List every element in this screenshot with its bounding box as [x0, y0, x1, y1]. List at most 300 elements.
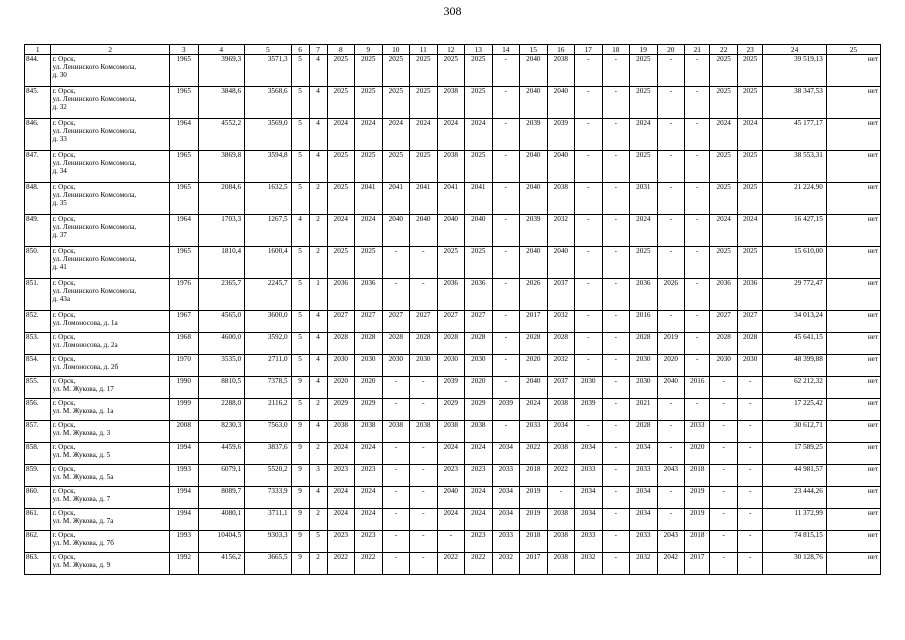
- table-cell: 62 212,32: [763, 377, 826, 399]
- table-cell: -: [492, 119, 520, 151]
- header-cell: 1: [25, 45, 51, 55]
- address-cell: г. Орск, ул. Ленинского Комсомола, д. 30: [51, 55, 170, 87]
- table-cell: 2024: [465, 487, 493, 509]
- table-cell: 2711,0: [245, 355, 292, 377]
- table-cell: 2040: [547, 87, 575, 119]
- table-cell: 4: [309, 377, 327, 399]
- table-cell: 1810,4: [198, 247, 245, 279]
- table-cell: -: [492, 215, 520, 247]
- table-cell: нет: [826, 377, 880, 399]
- table-cell: 2024: [327, 119, 355, 151]
- table-cell: 2025: [437, 55, 465, 87]
- table-cell: -: [410, 465, 438, 487]
- table-cell: -: [602, 311, 630, 333]
- table-cell: 2029: [437, 399, 465, 421]
- table-cell: -: [657, 151, 685, 183]
- table-cell: -: [602, 183, 630, 215]
- table-cell: 2019: [685, 487, 710, 509]
- table-cell: 2008: [169, 421, 198, 443]
- table-cell: 2024: [465, 119, 493, 151]
- table-cell: 2025: [737, 55, 762, 87]
- table-cell: 2023: [327, 465, 355, 487]
- table-cell: -: [657, 487, 685, 509]
- table-cell: нет: [826, 55, 880, 87]
- table-cell: 2024: [355, 443, 383, 465]
- table-cell: 2033: [685, 421, 710, 443]
- row-index-cell: 855.: [25, 377, 51, 399]
- table-cell: 9: [291, 465, 309, 487]
- table-cell: -: [657, 399, 685, 421]
- table-cell: 2039: [520, 215, 548, 247]
- table-cell: 4565,0: [198, 311, 245, 333]
- header-cell: 14: [492, 45, 520, 55]
- table-cell: 2029: [327, 399, 355, 421]
- table-cell: 2026: [520, 279, 548, 311]
- header-cell: 19: [630, 45, 658, 55]
- table-cell: 2036: [630, 279, 658, 311]
- table-cell: 1632,5: [245, 183, 292, 215]
- table-cell: 2016: [630, 311, 658, 333]
- header-cell: 6: [291, 45, 309, 55]
- header-cell: 7: [309, 45, 327, 55]
- table-cell: -: [410, 247, 438, 279]
- table-cell: 3571,3: [245, 55, 292, 87]
- table-cell: 1993: [169, 465, 198, 487]
- table-cell: 2025: [630, 151, 658, 183]
- table-cell: 2025: [465, 87, 493, 119]
- header-cell: 22: [710, 45, 738, 55]
- table-cell: -: [382, 443, 410, 465]
- table-cell: 2041: [410, 183, 438, 215]
- table-cell: -: [685, 333, 710, 355]
- row-index-cell: 858.: [25, 443, 51, 465]
- table-cell: нет: [826, 465, 880, 487]
- table-cell: 2022: [437, 553, 465, 575]
- table-cell: 2033: [492, 465, 520, 487]
- table-cell: 2030: [437, 355, 465, 377]
- table-row: [25, 465, 881, 487]
- address-cell: г. Орск, ул. Ломоносова, д. 1а: [51, 311, 170, 333]
- table-cell: 30 128,76: [763, 553, 826, 575]
- table-cell: -: [492, 311, 520, 333]
- table-cell: 2030: [382, 355, 410, 377]
- table-cell: 2040: [547, 151, 575, 183]
- table-cell: -: [602, 247, 630, 279]
- row-index-cell: 860.: [25, 487, 51, 509]
- table-cell: -: [737, 399, 762, 421]
- table-cell: 4459,6: [198, 443, 245, 465]
- table-cell: 2018: [685, 531, 710, 553]
- table-cell: 2025: [710, 87, 738, 119]
- header-cell: 8: [327, 45, 355, 55]
- table-cell: 2025: [355, 247, 383, 279]
- table-cell: 2034: [492, 443, 520, 465]
- table-cell: -: [575, 247, 603, 279]
- header-cell: 9: [355, 45, 383, 55]
- table-cell: 2027: [382, 311, 410, 333]
- table-cell: 9: [291, 421, 309, 443]
- table-cell: 4: [309, 119, 327, 151]
- table-cell: 3837,6: [245, 443, 292, 465]
- table-cell: 8810,5: [198, 377, 245, 399]
- table-cell: 2025: [355, 87, 383, 119]
- table-cell: -: [657, 87, 685, 119]
- table-cell: 2037: [547, 377, 575, 399]
- table-cell: -: [547, 487, 575, 509]
- table-cell: 2025: [710, 55, 738, 87]
- table-cell: 2020: [355, 377, 383, 399]
- table-cell: 2027: [437, 311, 465, 333]
- table-cell: 2033: [575, 531, 603, 553]
- table-cell: 2025: [630, 55, 658, 87]
- table-row: [25, 247, 881, 279]
- data-table: [24, 44, 881, 575]
- table-cell: 45 641,15: [763, 333, 826, 355]
- table-cell: 3848,6: [198, 87, 245, 119]
- table-cell: 2024: [465, 509, 493, 531]
- table-row: [25, 399, 881, 421]
- table-cell: нет: [826, 509, 880, 531]
- address-cell: г. Орск, ул. М. Жукова, д. 17: [51, 377, 170, 399]
- table-cell: -: [382, 553, 410, 575]
- table-cell: 2032: [492, 553, 520, 575]
- table-cell: 2028: [630, 421, 658, 443]
- table-cell: 1965: [169, 183, 198, 215]
- table-cell: 2030: [630, 377, 658, 399]
- address-cell: г. Орск, ул. М. Жукова, д. 7: [51, 487, 170, 509]
- table-cell: -: [602, 151, 630, 183]
- table-cell: 2028: [520, 333, 548, 355]
- table-cell: -: [602, 465, 630, 487]
- table-cell: -: [685, 151, 710, 183]
- table-cell: 2029: [465, 399, 493, 421]
- table-cell: нет: [826, 553, 880, 575]
- table-cell: 2025: [737, 151, 762, 183]
- table-cell: 9: [291, 487, 309, 509]
- table-cell: 2030: [575, 377, 603, 399]
- table-cell: 2024: [737, 215, 762, 247]
- table-cell: -: [685, 355, 710, 377]
- table-cell: 2018: [685, 465, 710, 487]
- row-index-cell: 845.: [25, 87, 51, 119]
- table-cell: 2025: [327, 87, 355, 119]
- table-cell: нет: [826, 399, 880, 421]
- table-cell: -: [710, 531, 738, 553]
- table-row: [25, 377, 881, 399]
- table-cell: 1600,4: [245, 247, 292, 279]
- table-cell: 2040: [520, 183, 548, 215]
- table-cell: 17 589,25: [763, 443, 826, 465]
- address-cell: г. Орск, ул. М. Жукова, д. 7б: [51, 531, 170, 553]
- table-cell: -: [737, 377, 762, 399]
- table-row: [25, 279, 881, 311]
- table-cell: 1965: [169, 55, 198, 87]
- table-cell: 34 013,24: [763, 311, 826, 333]
- table-cell: 2030: [710, 355, 738, 377]
- table-cell: -: [410, 377, 438, 399]
- table-cell: 4: [309, 421, 327, 443]
- table-row: [25, 531, 881, 553]
- table-row: [25, 333, 881, 355]
- table-cell: 2024: [737, 119, 762, 151]
- table-cell: 7333,9: [245, 487, 292, 509]
- address-cell: г. Орск, ул. М. Жукова, д. 5: [51, 443, 170, 465]
- table-cell: 2116,2: [245, 399, 292, 421]
- table-cell: 1965: [169, 151, 198, 183]
- table-cell: нет: [826, 487, 880, 509]
- table-cell: 2024: [327, 443, 355, 465]
- table-cell: 2017: [520, 311, 548, 333]
- header-cell: 2: [51, 45, 170, 55]
- table-cell: -: [410, 487, 438, 509]
- table-cell: 1970: [169, 355, 198, 377]
- table-cell: 2040: [520, 151, 548, 183]
- header-cell: 21: [685, 45, 710, 55]
- table-cell: нет: [826, 311, 880, 333]
- table-cell: 2024: [465, 443, 493, 465]
- table-cell: 2024: [327, 509, 355, 531]
- table-cell: 2028: [437, 333, 465, 355]
- header-cell: 15: [520, 45, 548, 55]
- table-cell: -: [657, 55, 685, 87]
- table-cell: 2: [309, 443, 327, 465]
- table-cell: 2022: [327, 553, 355, 575]
- table-cell: -: [382, 531, 410, 553]
- table-cell: -: [737, 531, 762, 553]
- table-cell: 8230,3: [198, 421, 245, 443]
- table-cell: -: [685, 87, 710, 119]
- table-cell: 2016: [685, 377, 710, 399]
- table-cell: 2038: [547, 509, 575, 531]
- table-cell: 2019: [657, 333, 685, 355]
- table-cell: 2043: [657, 465, 685, 487]
- table-cell: 2031: [630, 183, 658, 215]
- table-cell: 5: [291, 333, 309, 355]
- table-cell: нет: [826, 247, 880, 279]
- table-cell: 2030: [410, 355, 438, 377]
- table-cell: -: [710, 465, 738, 487]
- table-cell: 2041: [382, 183, 410, 215]
- page-number: 308: [443, 4, 462, 18]
- table-row: [25, 151, 881, 183]
- table-cell: 2039: [575, 399, 603, 421]
- table-cell: 17 225,42: [763, 399, 826, 421]
- table-cell: 2025: [355, 55, 383, 87]
- table-cell: 2025: [355, 151, 383, 183]
- table-cell: -: [410, 399, 438, 421]
- table-cell: -: [685, 279, 710, 311]
- table-cell: 2024: [410, 119, 438, 151]
- table-cell: 2040: [547, 247, 575, 279]
- table-cell: 2033: [630, 465, 658, 487]
- table-cell: 2030: [737, 355, 762, 377]
- table-cell: 2: [309, 509, 327, 531]
- table-cell: -: [602, 333, 630, 355]
- table-cell: -: [382, 247, 410, 279]
- address-cell: г. Орск, ул. Ленинского Комсомола, д. 33: [51, 119, 170, 151]
- table-cell: 2025: [465, 247, 493, 279]
- table-cell: 1990: [169, 377, 198, 399]
- table-cell: 7378,5: [245, 377, 292, 399]
- table-cell: -: [710, 399, 738, 421]
- table-cell: 2025: [327, 151, 355, 183]
- address-cell: г. Орск, ул. Ленинского Комсомола, д. 37: [51, 215, 170, 247]
- table-cell: -: [602, 531, 630, 553]
- table-cell: 4: [309, 87, 327, 119]
- table-cell: 2036: [465, 279, 493, 311]
- table-cell: 5520,2: [245, 465, 292, 487]
- table-cell: 2019: [520, 487, 548, 509]
- table-cell: 1993: [169, 531, 198, 553]
- table-cell: 2019: [685, 509, 710, 531]
- table-cell: 5: [291, 183, 309, 215]
- table-cell: 2: [309, 183, 327, 215]
- table-cell: -: [710, 443, 738, 465]
- table-cell: 2028: [710, 333, 738, 355]
- table-cell: 2027: [327, 311, 355, 333]
- table-cell: нет: [826, 333, 880, 355]
- table-cell: -: [492, 183, 520, 215]
- table-cell: -: [602, 55, 630, 87]
- table-cell: -: [492, 247, 520, 279]
- table-cell: 2019: [520, 509, 548, 531]
- table-cell: 2034: [630, 443, 658, 465]
- table-cell: 2038: [465, 421, 493, 443]
- table-cell: 3969,3: [198, 55, 245, 87]
- row-index-cell: 863.: [25, 553, 51, 575]
- table-cell: 38 347,53: [763, 87, 826, 119]
- table-cell: 29 772,47: [763, 279, 826, 311]
- table-cell: -: [575, 87, 603, 119]
- address-cell: г. Орск, ул. М. Жукова, д. 3: [51, 421, 170, 443]
- table-cell: 2038: [547, 531, 575, 553]
- table-cell: -: [657, 119, 685, 151]
- address-cell: г. Орск, ул. Ленинского Комсомола, д. 32: [51, 87, 170, 119]
- table-cell: нет: [826, 279, 880, 311]
- table-cell: 2023: [437, 465, 465, 487]
- table-cell: 2040: [437, 215, 465, 247]
- table-cell: 5: [291, 399, 309, 421]
- table-cell: 4: [291, 215, 309, 247]
- table-cell: -: [492, 87, 520, 119]
- table-cell: 2038: [547, 55, 575, 87]
- table-cell: 2041: [465, 183, 493, 215]
- table-cell: 2040: [657, 377, 685, 399]
- address-cell: г. Орск, ул. Ленинского Комсомола, д. 41: [51, 247, 170, 279]
- table-cell: 1964: [169, 119, 198, 151]
- table-cell: 1267,5: [245, 215, 292, 247]
- table-cell: -: [492, 151, 520, 183]
- table-cell: -: [602, 87, 630, 119]
- table-cell: нет: [826, 183, 880, 215]
- table-cell: -: [737, 443, 762, 465]
- row-index-cell: 844.: [25, 55, 51, 87]
- table-cell: -: [657, 509, 685, 531]
- table-cell: 9: [291, 443, 309, 465]
- table-cell: 2042: [657, 553, 685, 575]
- table-cell: 2024: [710, 119, 738, 151]
- table-cell: 2040: [520, 55, 548, 87]
- table-cell: -: [575, 183, 603, 215]
- header-cell: 18: [602, 45, 630, 55]
- table-cell: 2022: [547, 465, 575, 487]
- table-cell: 4: [309, 311, 327, 333]
- table-cell: 2030: [355, 355, 383, 377]
- row-index-cell: 846.: [25, 119, 51, 151]
- table-cell: 2018: [520, 531, 548, 553]
- table-cell: 2025: [630, 247, 658, 279]
- table-cell: -: [602, 377, 630, 399]
- table-row: [25, 87, 881, 119]
- table-cell: 2036: [437, 279, 465, 311]
- table-cell: 2032: [575, 553, 603, 575]
- table-cell: 4: [309, 55, 327, 87]
- table-cell: 2025: [710, 247, 738, 279]
- table-cell: -: [737, 465, 762, 487]
- table-cell: -: [410, 553, 438, 575]
- table-cell: 9: [291, 553, 309, 575]
- table-cell: -: [492, 377, 520, 399]
- table-cell: 2020: [520, 355, 548, 377]
- table-cell: 5: [309, 531, 327, 553]
- table-cell: 2038: [410, 421, 438, 443]
- table-cell: 2: [309, 215, 327, 247]
- table-cell: 2024: [355, 487, 383, 509]
- table-cell: 3569,0: [245, 119, 292, 151]
- table-cell: -: [382, 465, 410, 487]
- table-cell: 21 224,90: [763, 183, 826, 215]
- table-cell: 2034: [575, 443, 603, 465]
- table-cell: 1994: [169, 443, 198, 465]
- table-cell: 2040: [465, 215, 493, 247]
- table-cell: 2024: [520, 399, 548, 421]
- table-cell: 2038: [547, 183, 575, 215]
- table-cell: 2034: [547, 421, 575, 443]
- table-cell: 2039: [437, 377, 465, 399]
- table-cell: 2038: [437, 151, 465, 183]
- table-cell: -: [657, 247, 685, 279]
- table-cell: 2038: [547, 553, 575, 575]
- header-cell: 16: [547, 45, 575, 55]
- table-cell: -: [575, 311, 603, 333]
- table-cell: 2: [309, 553, 327, 575]
- table-cell: 2023: [355, 465, 383, 487]
- table-cell: 3535,0: [198, 355, 245, 377]
- table-cell: 9: [291, 509, 309, 531]
- table-row: [25, 421, 881, 443]
- table-cell: 4600,0: [198, 333, 245, 355]
- table-cell: 2024: [437, 119, 465, 151]
- table-cell: 4552,2: [198, 119, 245, 151]
- table-cell: 2024: [437, 443, 465, 465]
- table-cell: -: [382, 377, 410, 399]
- address-cell: г. Орск, ул. М. Жукова, д. 1а: [51, 399, 170, 421]
- table-cell: -: [685, 183, 710, 215]
- table-cell: 2023: [327, 531, 355, 553]
- table-cell: 8089,7: [198, 487, 245, 509]
- table-cell: 5: [291, 355, 309, 377]
- table-cell: 1965: [169, 87, 198, 119]
- table-cell: 2027: [465, 311, 493, 333]
- table-cell: 3594,8: [245, 151, 292, 183]
- table-cell: -: [575, 421, 603, 443]
- table-cell: 5: [291, 311, 309, 333]
- table-cell: 2025: [630, 87, 658, 119]
- header-cell: 3: [169, 45, 198, 55]
- table-cell: 16 427,15: [763, 215, 826, 247]
- table-cell: 2020: [685, 443, 710, 465]
- address-cell: г. Орск, ул. Ломоносова, д. 2б: [51, 355, 170, 377]
